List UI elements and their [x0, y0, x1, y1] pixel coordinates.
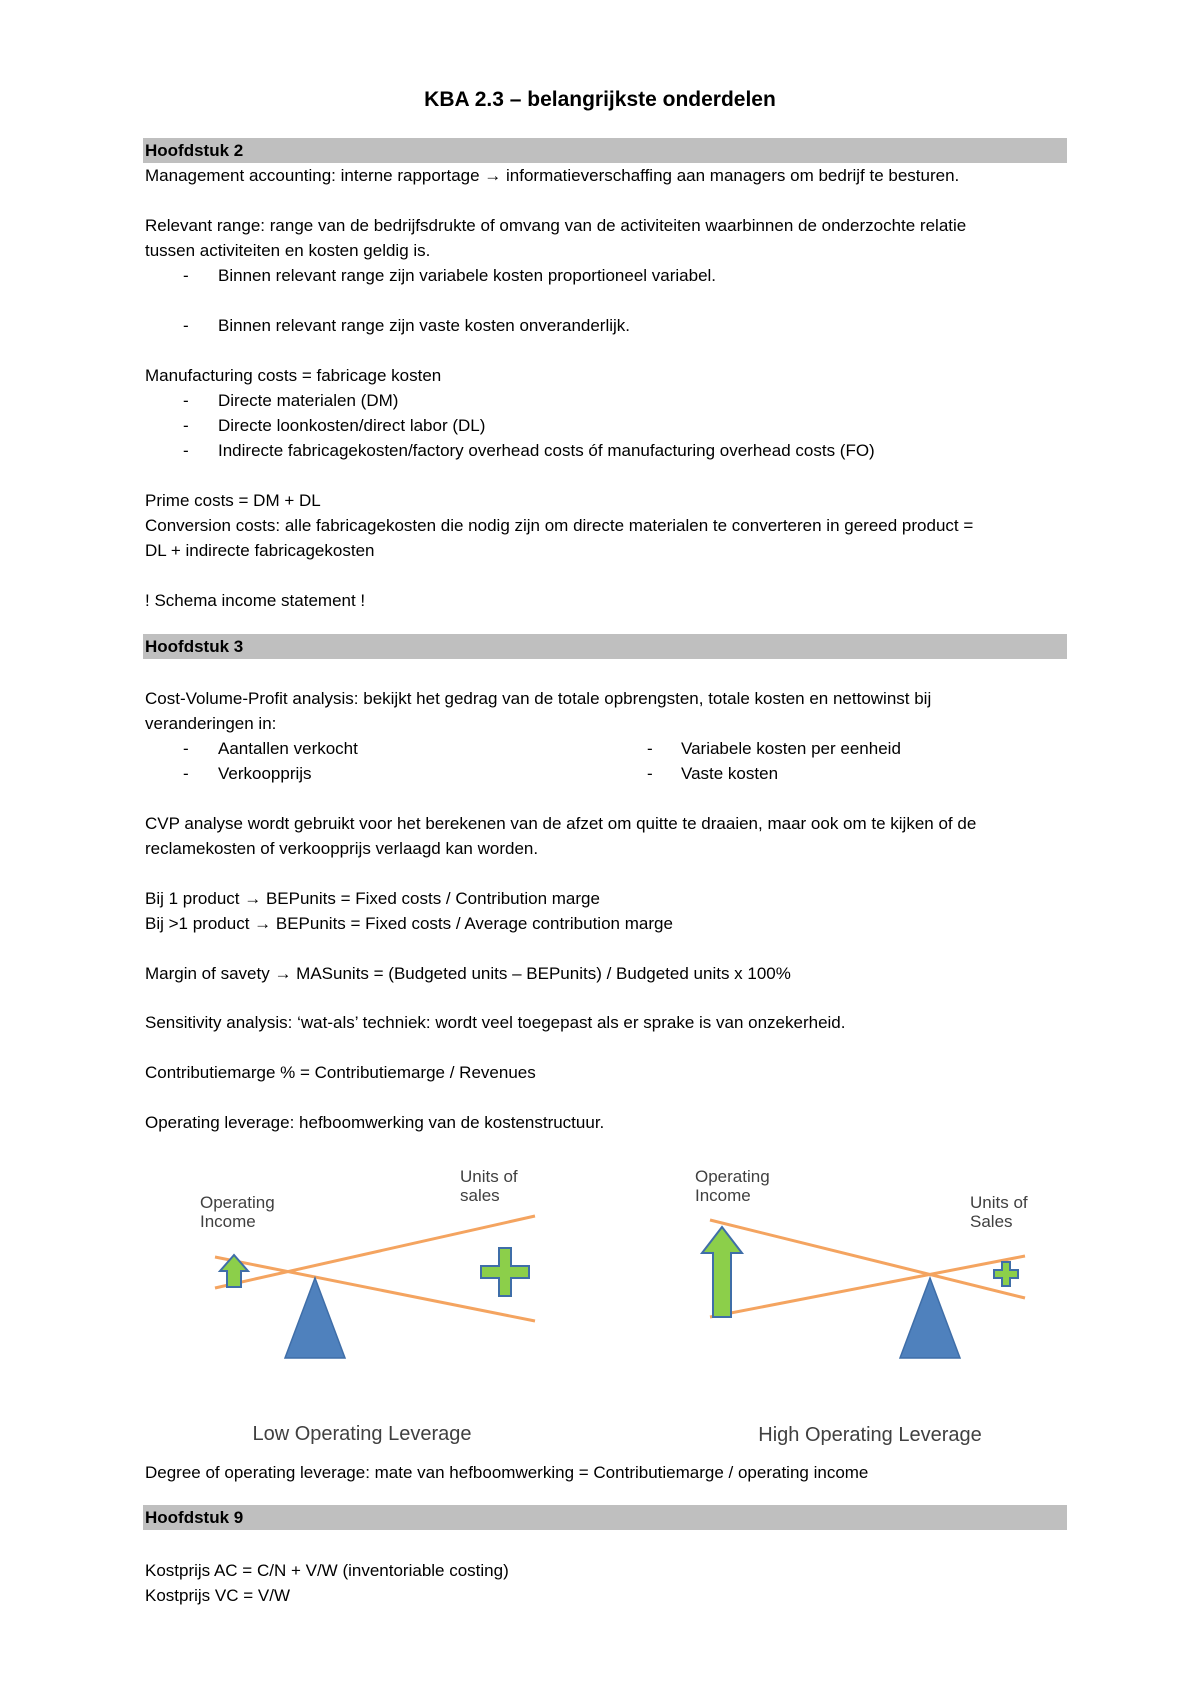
bullet-relevant-fixed: Binnen relevant range zijn vaste kosten onveranderlijk. [218, 316, 631, 335]
bullet-dash: - [183, 416, 189, 435]
section-header-h3: Hoofdstuk 3 [143, 634, 1067, 659]
right-units-label-2: Sales [970, 1212, 1013, 1231]
paragraph-relevant-range-1: Relevant range: range van de bedrijfsdrukte of omvang van de activiteiten waarbinnen de onderzochte relatie [145, 216, 967, 235]
right-units-label-1: Units of [970, 1193, 1028, 1212]
right-fulcrum-triangle [900, 1278, 960, 1358]
bullet-dash: - [183, 391, 189, 410]
bullet-dash: - [647, 739, 653, 758]
section-header-h9: Hoofdstuk 9 [143, 1505, 1067, 1530]
right-small-plus-icon [994, 1262, 1018, 1286]
bullet-dash: - [183, 739, 189, 758]
formula-margin-of-safety: Margin of savety → MASunits = (Budgeted units – BEPunits) / Budgeted units x 100% [145, 964, 791, 983]
left-caption: Low Operating Leverage [252, 1423, 472, 1445]
formula-kostprijs-ac: Kostprijs AC = C/N + V/W (inventoriable costing) [145, 1561, 509, 1580]
section-header-h2: Hoofdstuk 2 [143, 138, 1067, 163]
paragraph-cvp-use-2: reclamekosten of verkoopprijs verlaagd kan worden. [145, 839, 539, 858]
paragraph-prime-costs: Prime costs = DM + DL [145, 491, 321, 510]
right-operating-label-1: Operating [695, 1167, 770, 1186]
formula-bep-multi: Bij >1 product → BEPunits = Fixed costs / Average contribution marge [145, 914, 673, 933]
bullet-dash: - [183, 441, 189, 460]
bullet-direct-materials: Directe materialen (DM) [218, 391, 399, 410]
bullet-factory-overhead: Indirecte fabricagekosten/factory overhead costs óf manufacturing overhead costs (FO) [218, 441, 875, 460]
bullet-dash: - [647, 764, 653, 783]
formula-kostprijs-vc: Kostprijs VC = V/W [145, 1586, 291, 1605]
paragraph-sensitivity-analysis: Sensitivity analysis: ‘wat-als’ techniek: wordt veel toegepast als er sprake is van onzekerheid. [145, 1013, 846, 1032]
left-operating-label-2: Income [200, 1212, 256, 1231]
bullet-aantallen-verkocht: Aantallen verkocht [218, 739, 358, 758]
paragraph-degree-operating-leverage: Degree of operating leverage: mate van hefboomwerking = Contributiemarge / operating income [145, 1463, 869, 1482]
paragraph-schema-income-statement: ! Schema income statement ! [145, 591, 366, 610]
right-large-arrow-icon [702, 1227, 742, 1317]
paragraph-cvp-1: Cost-Volume-Profit analysis: bekijkt het gedrag van de totale opbrengsten, totale kosten en nettowinst bij [145, 689, 932, 708]
left-large-plus-icon [481, 1248, 529, 1296]
bullet-verkoopprijs: Verkoopprijs [218, 764, 312, 783]
formula-contribution-margin-pct: Contributiemarge % = Contributiemarge / Revenues [145, 1063, 536, 1082]
bullet-dash: - [183, 316, 189, 335]
low-leverage-diagram [200, 1167, 535, 1445]
left-fulcrum-triangle [285, 1278, 345, 1358]
right-caption: High Operating Leverage [758, 1424, 982, 1446]
bullet-vaste-kosten: Vaste kosten [681, 764, 779, 783]
page-title: KBA 2.3 – belangrijkste onderdelen [424, 88, 776, 111]
left-operating-label-1: Operating [200, 1193, 275, 1212]
paragraph-conversion-costs-1: Conversion costs: alle fabricagekosten die nodig zijn om directe materialen te converteren in gereed product = [145, 516, 974, 535]
operating-leverage-figure [150, 1160, 1050, 1460]
paragraph-relevant-range-2: tussen activiteiten en kosten geldig is. [145, 241, 431, 260]
paragraph-management-accounting: Management accounting: interne rapportage → informatieverschaffing aan managers om bedrijf te besturen. [145, 166, 960, 185]
formula-bep-single: Bij 1 product → BEPunits = Fixed costs / Contribution marge [145, 889, 600, 908]
right-operating-label-2: Income [695, 1186, 751, 1205]
high-leverage-diagram [695, 1167, 1028, 1446]
bullet-variabele-kosten: Variabele kosten per eenheid [681, 739, 901, 758]
left-units-label-2: sales [460, 1186, 500, 1205]
paragraph-cvp-2: veranderingen in: [145, 714, 277, 733]
paragraph-manufacturing-costs: Manufacturing costs = fabricage kosten [145, 366, 442, 385]
bullet-dash: - [183, 266, 189, 285]
bullet-dash: - [183, 764, 189, 783]
paragraph-conversion-costs-2: DL + indirecte fabricagekosten [145, 541, 375, 560]
left-units-label-1: Units of [460, 1167, 518, 1186]
paragraph-operating-leverage: Operating leverage: hefboomwerking van de kostenstructuur. [145, 1113, 605, 1132]
bullet-direct-labor: Directe loonkosten/direct labor (DL) [218, 416, 486, 435]
paragraph-cvp-use-1: CVP analyse wordt gebruikt voor het berekenen van de afzet om quitte te draaien, maar ook om te kijken of de [145, 814, 977, 833]
bullet-relevant-variable: Binnen relevant range zijn variabele kosten proportioneel variabel. [218, 266, 717, 285]
